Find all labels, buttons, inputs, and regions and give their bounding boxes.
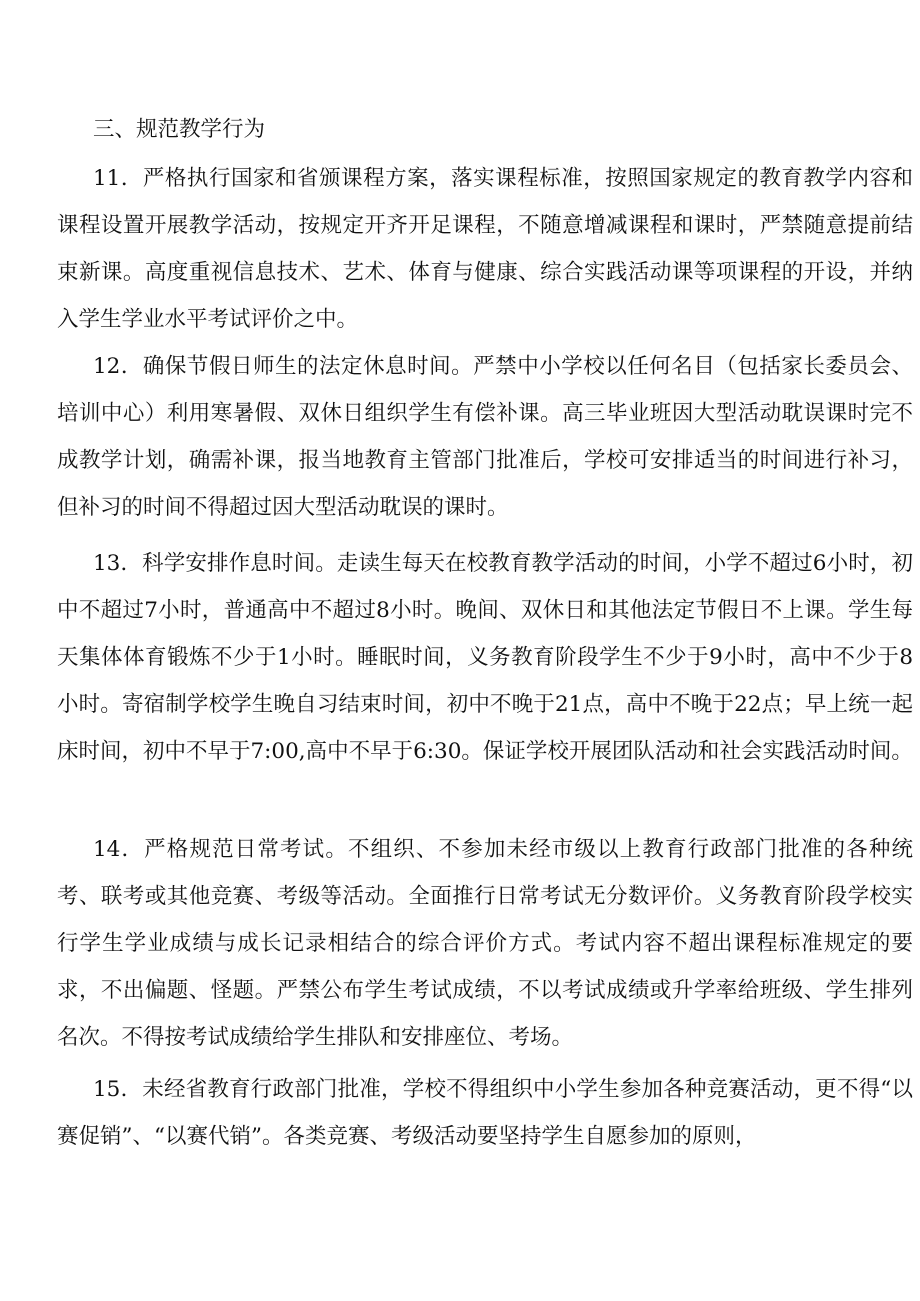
paragraph-14: 14．严格规范日常考试。不组织、不参加未经市级以上教育行政部门批准的各种统考、联考或其他竞赛、考级等活动。全面推行日常考试无分数评价。义务教育阶段学校实行学生学业成绩与成长记录相结合的综合评价方式。考试内容不超出课程标准规定的要求，不出偏题、怪题。严禁公布学生考试成绩，不以考试成绩或升学率给班级、学生排列名次。不得按考试成绩给学生排队和安排座位、考场。: [57, 837, 913, 1050]
section-heading: 三、规范教学行为: [93, 117, 266, 142]
paragraph-11: 11．严格执行国家和省颁课程方案，落实课程标准，按照国家规定的教育教学内容和课程设置开展教学活动，按规定开齐开足课程，不随意增减课程和课时，严禁随意提前结束新课。高度重视信息技术、艺术、体育与健康、综合实践活动课等项课程的开设，并纳入学生学业水平考试评价之中。: [57, 166, 913, 332]
paragraph-12: 12．确保节假日师生的法定休息时间。严禁中小学校以任何名目（包括家长委员会、培训中心）利用寒暑假、双休日组织学生有偿补课。高三毕业班因大型活动耽误课时完不成教学计划，确需补课，报当地教育主管部门批准后，学校可安排适当的时间进行补习，但补习的时间不得超过因大型活动耽误的课时。: [57, 354, 913, 520]
paragraph-15: 15．未经省教育行政部门批准，学校不得组织中小学生参加各种竞赛活动，更不得“以赛促销”、“以赛代销”。各类竞赛、考级活动要坚持学生自愿参加的原则，: [57, 1077, 913, 1149]
paragraph-13: 13．科学安排作息时间。走读生每天在校教育教学活动的时间，小学不超过6小时，初中不超过7小时，普通高中不超过8小时。晚间、双休日和其他法定节假日不上课。学生每天集体体育锻炼不少于1小时。睡眠时间，义务教育阶段学生不少于9小时，高中不少于8小时。寄宿制学校学生晚自习结束时间，初中不晚于21点，高中不晚于22点；早上统一起床时间，初中不早于7:00,高中不早于6:30。保证学校开展团队活动和社会实践活动时间。: [57, 551, 913, 764]
